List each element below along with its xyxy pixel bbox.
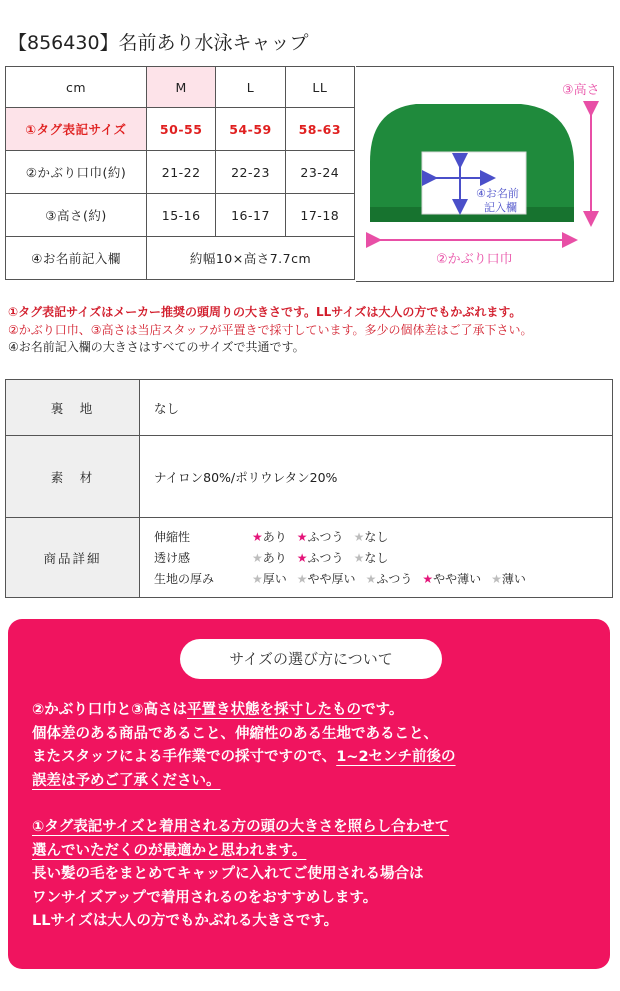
tag-size-ll: 58-63 xyxy=(285,108,354,151)
product-detail-label: 商品詳細 xyxy=(6,518,140,598)
name-area-size: 約幅10×高さ7.7cm xyxy=(147,237,355,280)
lining-label: 裏 地 xyxy=(6,380,140,436)
star-icon: ★ xyxy=(491,572,502,586)
note-name-area: ④お名前記入欄の大きさはすべてのサイズで共通です。 xyxy=(8,340,305,354)
guide-line-2: 個体差のある商品であること、伸縮性のある生地であること、 xyxy=(32,725,438,742)
size-guide-box xyxy=(8,619,610,969)
cap-diagram xyxy=(356,67,613,281)
detail-row-label: 透け感 xyxy=(154,551,191,565)
height-ll: 17-18 xyxy=(285,194,354,237)
guide-line-9: LLサイズは大人の方でもかぶれる大きさです。 xyxy=(32,913,339,929)
star-icon: ★ xyxy=(422,572,434,586)
row-label-height: ③高さ(約) xyxy=(6,194,147,237)
rating-option xyxy=(354,528,389,545)
rating-option xyxy=(252,549,287,566)
size-guide-text xyxy=(32,699,602,934)
name-label-2: 記入欄 xyxy=(484,201,517,214)
guide-line-1c: です。 xyxy=(361,702,404,718)
rating-option-label: あり xyxy=(262,551,287,565)
rating-option-label: なし xyxy=(364,530,389,544)
guide-line-5: ①タグ表記サイズと着用される方の頭の大きさを照らし合わせて xyxy=(32,819,450,835)
width-m: 21-22 xyxy=(147,151,216,194)
rating-option xyxy=(422,570,481,587)
guide-line-7: 長い髪の毛をまとめてキャップに入れてご使用される場合は xyxy=(32,866,424,882)
rating-option-label: 厚い xyxy=(262,572,287,586)
row-label-name-area: ④お名前記入欄 xyxy=(6,237,147,280)
star-icon: ★ xyxy=(296,530,308,544)
cap-illustration xyxy=(356,66,614,282)
star-icon: ★ xyxy=(252,551,263,565)
page-title: 【856430】名前あり水泳キャップ xyxy=(8,32,309,54)
star-icon: ★ xyxy=(252,530,263,544)
detail-row-label: 伸縮性 xyxy=(154,530,191,544)
height-l: 16-17 xyxy=(216,194,285,237)
guide-line-4: 誤差は予めご了承ください。 xyxy=(32,772,221,789)
rating-option xyxy=(252,528,287,545)
rating-option xyxy=(491,570,526,587)
rating-option xyxy=(354,549,389,566)
unit-header: cm xyxy=(6,67,147,108)
rating-option xyxy=(252,570,287,587)
tag-size-m: 50-55 xyxy=(147,108,216,151)
star-icon: ★ xyxy=(353,551,365,565)
product-detail-value xyxy=(140,518,613,598)
detail-row-label: 生地の厚み xyxy=(154,572,215,586)
width-l: 22-23 xyxy=(216,151,285,194)
height-m: 15-16 xyxy=(147,194,216,237)
size-ll-header: LL xyxy=(285,67,354,108)
size-table xyxy=(5,66,355,280)
rating-option-label: やや薄い xyxy=(433,572,482,586)
rating-option xyxy=(297,549,344,566)
lining-value: なし xyxy=(140,380,613,436)
rating-option-label: やや厚い xyxy=(307,572,356,586)
guide-line-1a: ②かぶり口巾と③高さは xyxy=(32,702,188,718)
star-icon: ★ xyxy=(296,551,308,565)
material-value: ナイロン80%/ポリウレタン20% xyxy=(140,436,613,518)
material-label: 素 材 xyxy=(6,436,140,518)
star-icon: ★ xyxy=(365,572,377,586)
guide-line-8: ワンサイズアップで着用されるのをおすすめします。 xyxy=(32,889,378,906)
height-label: ③高さ xyxy=(562,83,600,98)
rating-option xyxy=(297,570,356,587)
width-label: ②かぶり口巾 xyxy=(436,252,513,267)
rating-option-label: あり xyxy=(262,530,287,544)
size-m-header: M xyxy=(147,67,216,108)
star-icon: ★ xyxy=(353,530,365,544)
note-measurement: ②かぶり口巾、③高さは当店スタッフが平置きで採寸しています。多少の個体差はご了承下さい。 xyxy=(8,322,533,337)
row-label-tag-size: ①タグ表記サイズ xyxy=(6,108,147,151)
rating-option-label: 薄い xyxy=(501,572,526,586)
tag-size-l: 54-59 xyxy=(216,108,285,151)
rating-option xyxy=(297,528,344,545)
detail-table xyxy=(5,379,613,598)
rating-option xyxy=(366,570,413,587)
star-icon: ★ xyxy=(252,572,263,586)
guide-line-6: 選んでいただくのが最適かと思われます。 xyxy=(32,842,307,859)
guide-line-3a: またスタッフによる手作業での採寸ですので、 xyxy=(32,749,337,765)
detail-row xyxy=(154,526,612,547)
size-l-header: L xyxy=(216,67,285,108)
size-notes xyxy=(8,304,533,357)
rating-option-label: なし xyxy=(364,551,389,565)
name-label-1: ④お名前 xyxy=(476,187,519,200)
rating-option-label: ふつう xyxy=(307,530,344,544)
rating-option-label: ふつう xyxy=(307,551,344,565)
guide-line-1b: 平置き状態を採寸したもの xyxy=(187,702,362,718)
note-tag-size: ①タグ表記サイズはメーカー推奨の頭周りの大きさです。LLサイズは大人の方でもかぶれます。 xyxy=(8,305,522,319)
star-icon: ★ xyxy=(296,572,308,586)
detail-row xyxy=(154,568,612,589)
guide-line-3b: 1~2センチ前後の xyxy=(336,749,456,765)
size-guide-heading: サイズの選び方について xyxy=(180,639,442,679)
detail-row xyxy=(154,547,612,568)
width-ll: 23-24 xyxy=(285,151,354,194)
rating-option-label: ふつう xyxy=(376,572,413,586)
row-label-width: ②かぶり口巾(約) xyxy=(6,151,147,194)
